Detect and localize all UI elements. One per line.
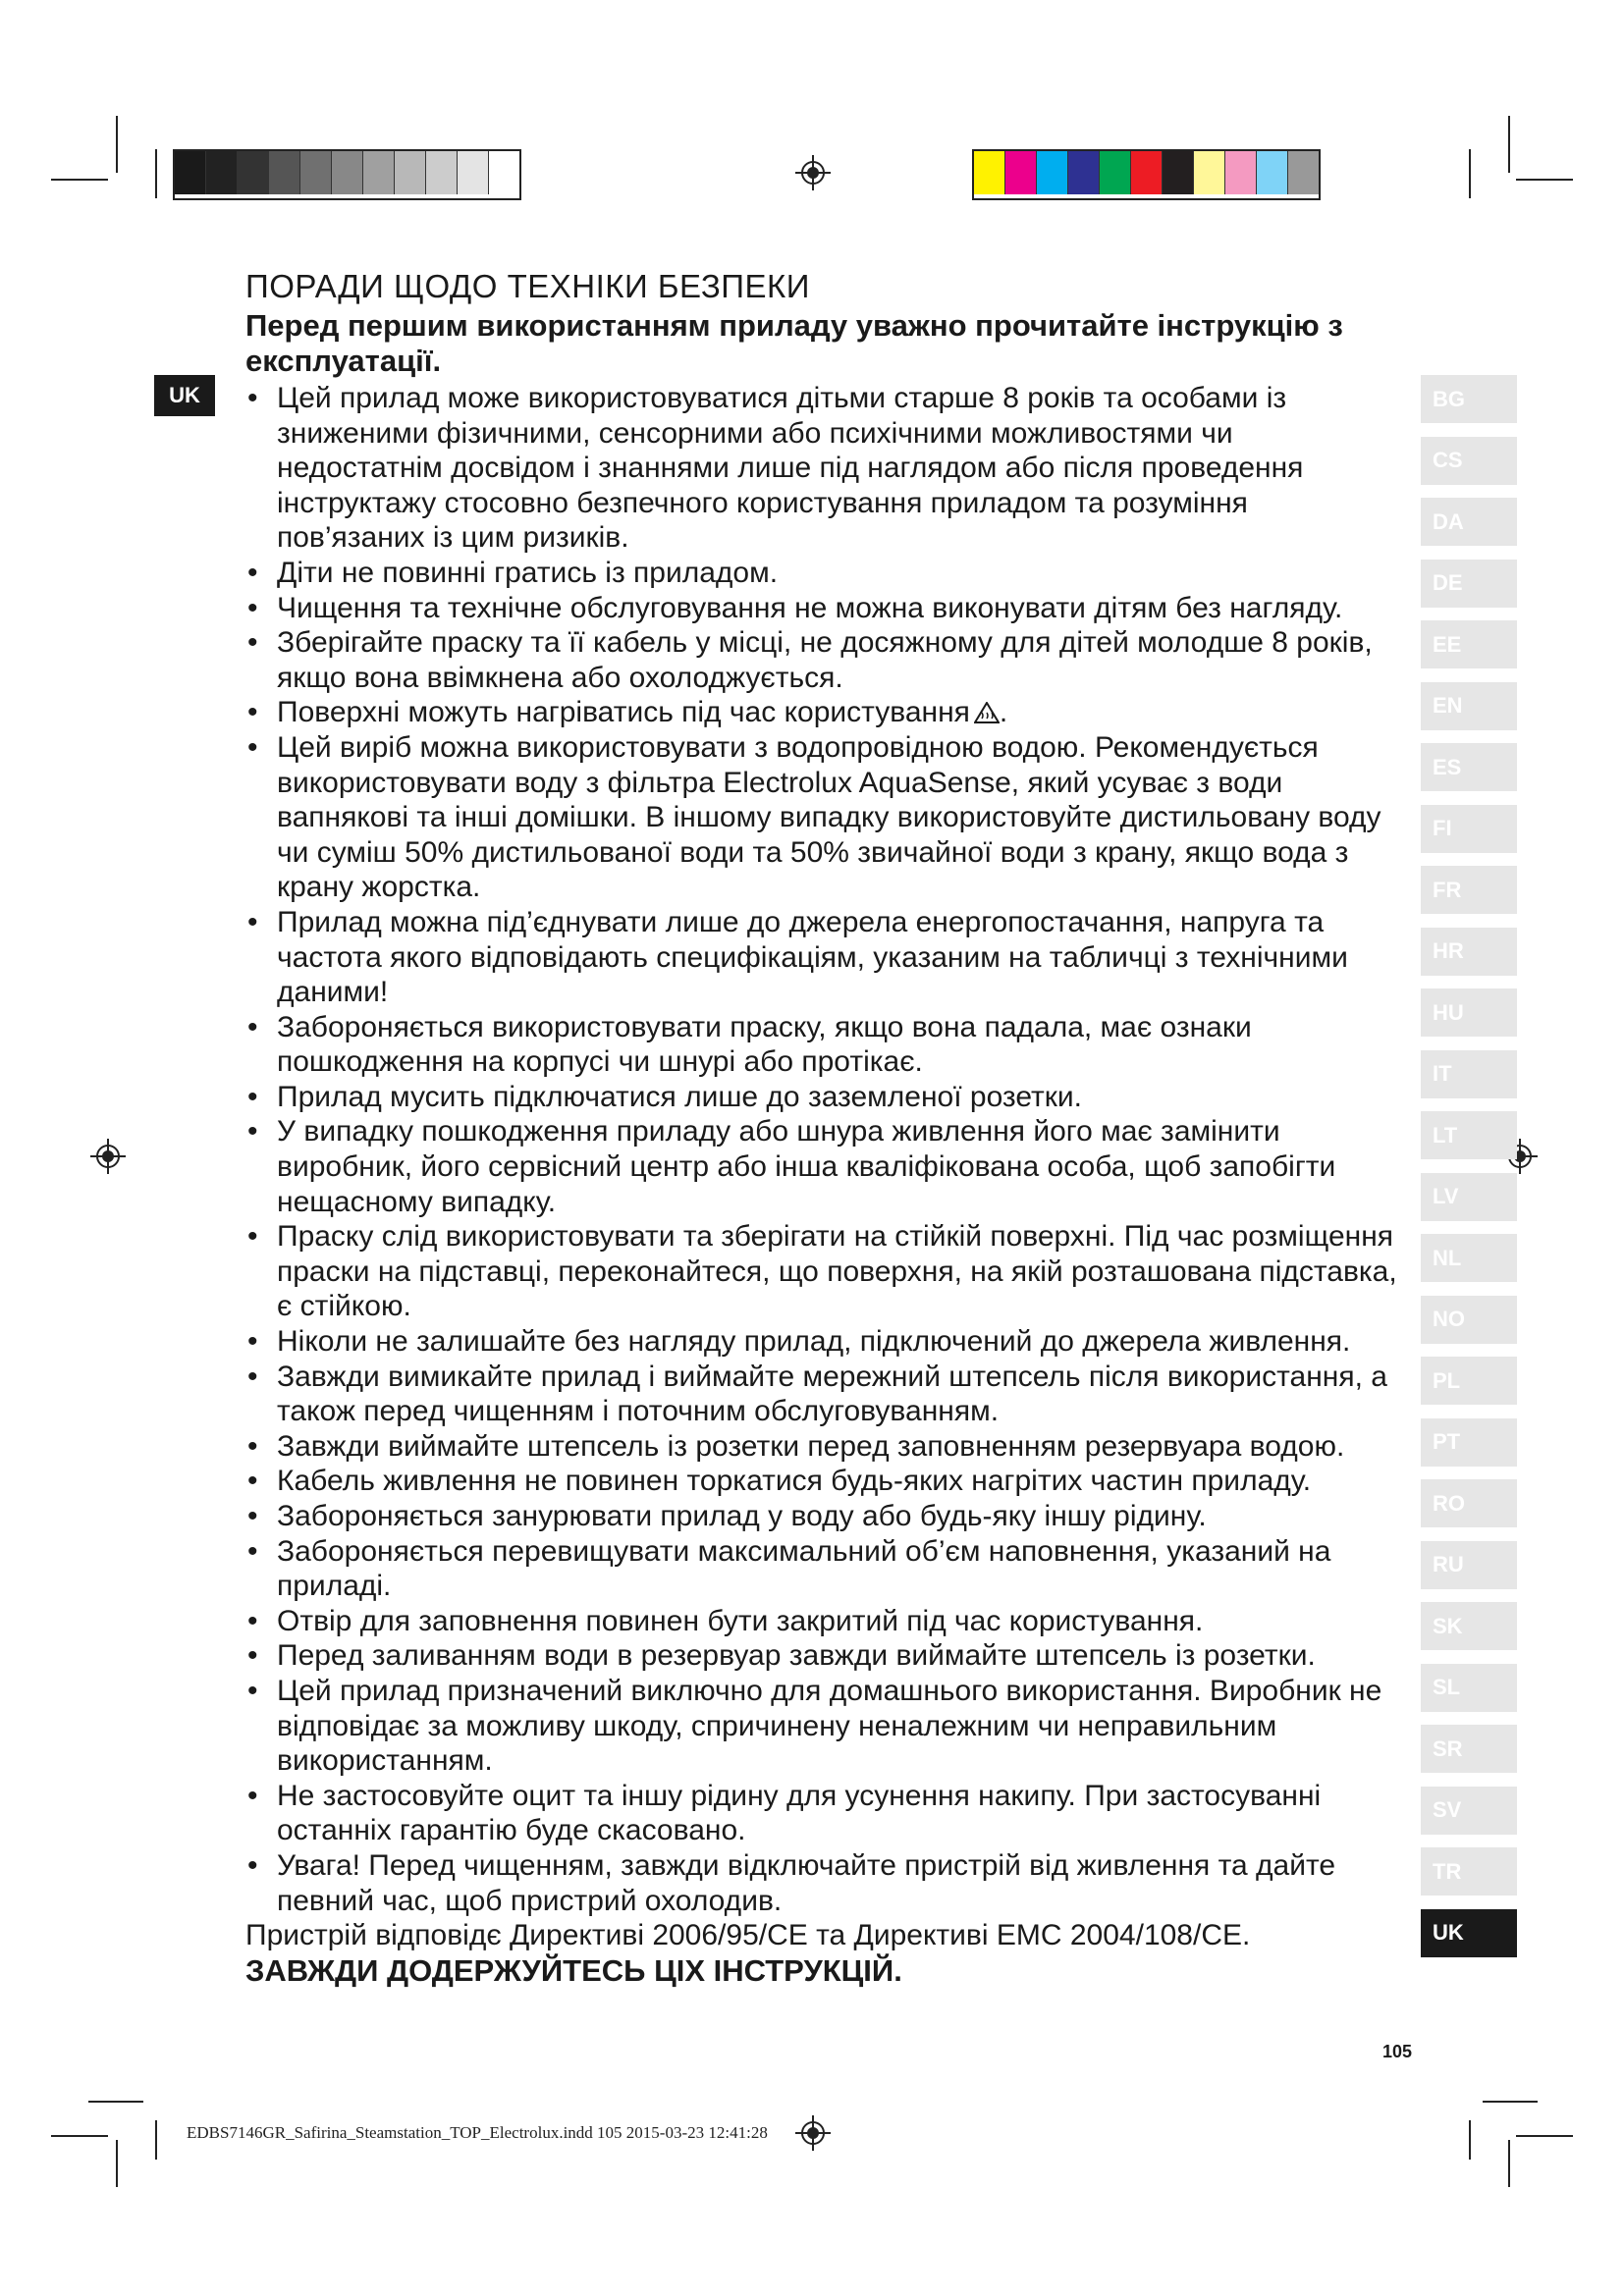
color-swatch: [206, 151, 238, 194]
bullet: •: [247, 1429, 258, 1463]
safety-item-text: Ніколи не залишайте без нагляду прилад, підключений до джерела живлення.: [277, 1325, 1351, 1359]
language-tab-ru: RU: [1421, 1541, 1517, 1589]
crop-mark: [1483, 2101, 1538, 2103]
bullet: •: [247, 1779, 258, 1812]
bullet: •: [247, 556, 258, 589]
safety-item-text: Цей прилад призначений виключно для домашнього використання. Виробник не відповідає за можливу шкоду, спричинену неналежним чи неправильним використанням.: [277, 1674, 1382, 1778]
language-tab-fi: FI: [1421, 805, 1517, 853]
safety-item: [245, 1360, 1399, 1429]
language-tab-no: NO: [1421, 1296, 1517, 1344]
safety-item-text: Чищення та технічне обслуговування не можна виконувати дітям без нагляду.: [277, 591, 1343, 624]
crop-mark: [116, 2140, 118, 2187]
safety-item-text: Забороняється занурювати прилад у воду або будь-яку іншу рідину.: [277, 1500, 1207, 1532]
safety-item-text: Перед заливанням води в резервуар завжди виймайте штепсель із розетки.: [277, 1639, 1316, 1673]
color-swatch: [395, 151, 426, 194]
language-tab-ee: EE: [1421, 620, 1517, 668]
crop-mark: [51, 179, 108, 181]
gray-color-bar: [173, 149, 521, 200]
color-swatch: [1037, 151, 1068, 194]
color-swatch: [269, 151, 300, 194]
color-swatch: [363, 151, 395, 194]
safety-item: [245, 381, 1399, 556]
safety-item: [245, 1429, 1399, 1465]
language-tab-es: ES: [1421, 743, 1517, 791]
bullet: •: [247, 1848, 258, 1882]
crop-mark: [1508, 2140, 1510, 2187]
language-tab-sl: SL: [1421, 1664, 1517, 1712]
color-swatch: [1131, 151, 1163, 194]
bullet: •: [247, 1360, 258, 1393]
safety-item: [245, 1464, 1399, 1499]
language-tab-hu: HU: [1421, 988, 1517, 1037]
safety-item-text: Забороняється перевищувати максимальний об’єм наповнення, указаний на приладі.: [277, 1534, 1331, 1603]
safety-item-text: Отвір для заповнення повинен бути закритий під час користування.: [277, 1604, 1204, 1637]
safety-item: [245, 1219, 1399, 1324]
language-tab-cs: CS: [1421, 437, 1517, 485]
color-swatch: [238, 151, 269, 194]
crop-mark: [116, 116, 118, 173]
safety-item: [245, 625, 1399, 695]
safety-item: [245, 1080, 1399, 1115]
bullet: •: [247, 626, 258, 660]
safety-item: [245, 730, 1399, 905]
color-swatch: [458, 151, 489, 194]
language-tab-da: DA: [1421, 498, 1517, 546]
safety-item-text: Не застосовуйте оцит та іншу рідину для усунення накипу. При застосуванні останніх гарантію буде скасовано.: [277, 1779, 1322, 1847]
safety-item: [245, 1848, 1399, 1918]
safety-item-text: Прилад мусить підключатися лише до заземленої розетки.: [277, 1080, 1082, 1113]
language-tab-lt: LT: [1421, 1111, 1517, 1159]
color-swatch: [1194, 151, 1225, 194]
bullet: •: [247, 591, 258, 624]
registration-mark-icon: [90, 1139, 126, 1174]
language-tab-lv: LV: [1421, 1173, 1517, 1221]
registration-mark-icon: [795, 2115, 831, 2151]
bullet: •: [247, 696, 258, 729]
registration-mark-icon: [795, 155, 831, 190]
language-tab-sr: SR: [1421, 1725, 1517, 1773]
safety-item-text: Діти не повинні гратись із приладом.: [277, 556, 779, 589]
language-tab-nl: NL: [1421, 1234, 1517, 1282]
compliance-text: Пристрій відповідє Директиві 2006/95/CE та Директиві EMC 2004/108/CE.: [245, 1919, 1251, 1952]
color-swatch: [1225, 151, 1257, 194]
color-swatch: [332, 151, 363, 194]
color-swatch: [489, 151, 519, 194]
color-swatch: [1257, 151, 1288, 194]
crop-mark: [155, 2120, 157, 2160]
safety-instructions: [245, 267, 1399, 1989]
language-tab-ro: RO: [1421, 1479, 1517, 1527]
safety-item-text: Завжди вимикайте прилад і виймайте мережний штепсель після використання, а також перед чищенням і поточним обслуговуванням.: [277, 1360, 1387, 1428]
crop-mark: [1469, 149, 1471, 198]
language-tab-it: IT: [1421, 1050, 1517, 1098]
hot-surface-warning-icon: [974, 702, 1000, 723]
safety-item: [245, 1604, 1399, 1639]
bullet: •: [247, 1674, 258, 1707]
safety-item: [245, 1674, 1399, 1779]
language-tag: UK: [154, 375, 215, 416]
color-swatch: [1288, 151, 1319, 194]
crop-mark: [88, 2101, 143, 2103]
section-title: ПОРАДИ ЩОДО ТЕХНІКИ БЕЗПЕКИ: [245, 268, 810, 304]
color-swatch: [1005, 151, 1037, 194]
safety-item-text: Зберігайте праску та її кабель у місці, не досяжному для дітей молодше 8 років, якщо вона ввімкнена або охолоджується.: [277, 626, 1373, 694]
crop-mark: [1516, 2135, 1573, 2137]
color-swatch: [1163, 151, 1194, 194]
bullet: •: [247, 1534, 258, 1568]
safety-item: [245, 1534, 1399, 1604]
bullet: •: [247, 1639, 258, 1673]
color-swatch: [1068, 151, 1100, 194]
language-tab-en: EN: [1421, 682, 1517, 730]
bullet: •: [247, 1500, 258, 1532]
language-tab-pl: PL: [1421, 1357, 1517, 1405]
safety-item: [245, 1010, 1399, 1080]
safety-item-text: У випадку пошкодження приладу або шнура живлення його має замінити виробник, його сервісний центр або інша кваліфікована особа, щоб запобігти нещасному випадку.: [277, 1115, 1336, 1218]
page-number: 105: [1382, 2042, 1413, 2061]
language-tab-uk: UK: [1421, 1909, 1517, 1957]
language-tab-pt: PT: [1421, 1418, 1517, 1467]
color-swatch: [974, 151, 1005, 194]
closing-text: ЗАВЖДИ ДОДЕРЖУЙТЕСЬ ЦІХ ІНСТРУКЦІЙ.: [245, 1953, 902, 1989]
language-tab-de: DE: [1421, 560, 1517, 608]
safety-item: [245, 1324, 1399, 1360]
crop-mark: [51, 2135, 108, 2137]
safety-item-text: Забороняється використовувати праску, якщо вона падала, має ознаки пошкодження на корпусі чи шнурі або протікає.: [277, 1010, 1252, 1079]
item-suffix: .: [999, 696, 1008, 729]
bullet: •: [247, 1604, 258, 1637]
bullet: •: [247, 1325, 258, 1359]
language-tabs: [1421, 375, 1517, 1970]
language-tab-hr: HR: [1421, 928, 1517, 976]
safety-item: [245, 556, 1399, 591]
color-swatch: [175, 151, 206, 194]
safety-item-text: Поверхні можуть нагріватись під час користування: [277, 696, 970, 729]
safety-item: [245, 1499, 1399, 1534]
crop-mark: [1516, 179, 1573, 181]
safety-item-text: Кабель живлення не повинен торкатися будь-яких нагрітих частин приладу.: [277, 1465, 1312, 1498]
safety-item-text: Цей виріб можна використовувати з водопровідною водою. Рекомендується використовувати воду з фільтра Electrolux AquaSense, який усуває з води вапнякові та інші домішки. В іншому випадку використовуйте дистильовану воду чи суміш 50% дистильованої води та 50% звичайної води з крану, якщо вода з крану жорстка.: [277, 730, 1381, 904]
safety-item: [245, 591, 1399, 626]
language-tab-sv: SV: [1421, 1787, 1517, 1835]
safety-list: [245, 381, 1399, 1918]
bullet: •: [247, 1465, 258, 1498]
footer-file-info: EDBS7146GR_Safirina_Steamstation_TOP_Electrolux.indd 105 2015-03-23 12:41:28: [187, 2123, 768, 2142]
process-color-bar: [972, 149, 1321, 200]
language-tab-bg: BG: [1421, 375, 1517, 423]
color-swatch: [300, 151, 332, 194]
subtitle: Перед першим використанням приладу уважно прочитайте інструкцію з експлуатації.: [245, 308, 1343, 378]
safety-item: [245, 1114, 1399, 1219]
color-swatch: [1100, 151, 1131, 194]
bullet: •: [247, 382, 258, 414]
safety-item-text: Прилад можна під’єднувати лише до джерела енергопостачання, напруга та частота якого відповідають специфікаціям, указаним на табличці з технічними даними!: [277, 905, 1348, 1009]
bullet: •: [247, 1115, 258, 1148]
safety-item: [245, 695, 1399, 730]
language-tab-tr: TR: [1421, 1847, 1517, 1896]
crop-mark: [1508, 116, 1510, 173]
language-tab-sk: SK: [1421, 1602, 1517, 1650]
bullet: •: [247, 1220, 258, 1254]
safety-item-text: Увага! Перед чищенням, завжди відключайте пристрій від живлення та дайте певний час, щоб пристрий охолодив.: [277, 1848, 1336, 1917]
crop-mark: [155, 149, 157, 198]
language-tab-fr: FR: [1421, 866, 1517, 914]
safety-item: [245, 1779, 1399, 1848]
safety-item-text: Завжди виймайте штепсель із розетки перед заповненням резервуара водою.: [277, 1429, 1345, 1463]
bullet: •: [247, 1010, 258, 1043]
bullet: •: [247, 730, 258, 764]
safety-item-text: Цей прилад може використовуватися дітьми старше 8 років та особами із зниженими фізичними, сенсорними або психічними можливостями чи недостатнім досвідом і знаннями лише під наглядом або після проведення інструктажу стосовно безпечного користування приладом та розуміння пов’язаних із цим ризиків.: [277, 382, 1304, 555]
bullet: •: [247, 905, 258, 938]
safety-item-text: Праску слід використовувати та зберігати на стійкій поверхні. Під час розміщення праски на підставці, переконайтеся, що поверхня, на якій розташована підставка, є стійкою.: [277, 1220, 1397, 1323]
color-swatch: [426, 151, 458, 194]
safety-item: [245, 1638, 1399, 1674]
crop-mark: [1469, 2120, 1471, 2160]
safety-item: [245, 905, 1399, 1010]
bullet: •: [247, 1080, 258, 1113]
